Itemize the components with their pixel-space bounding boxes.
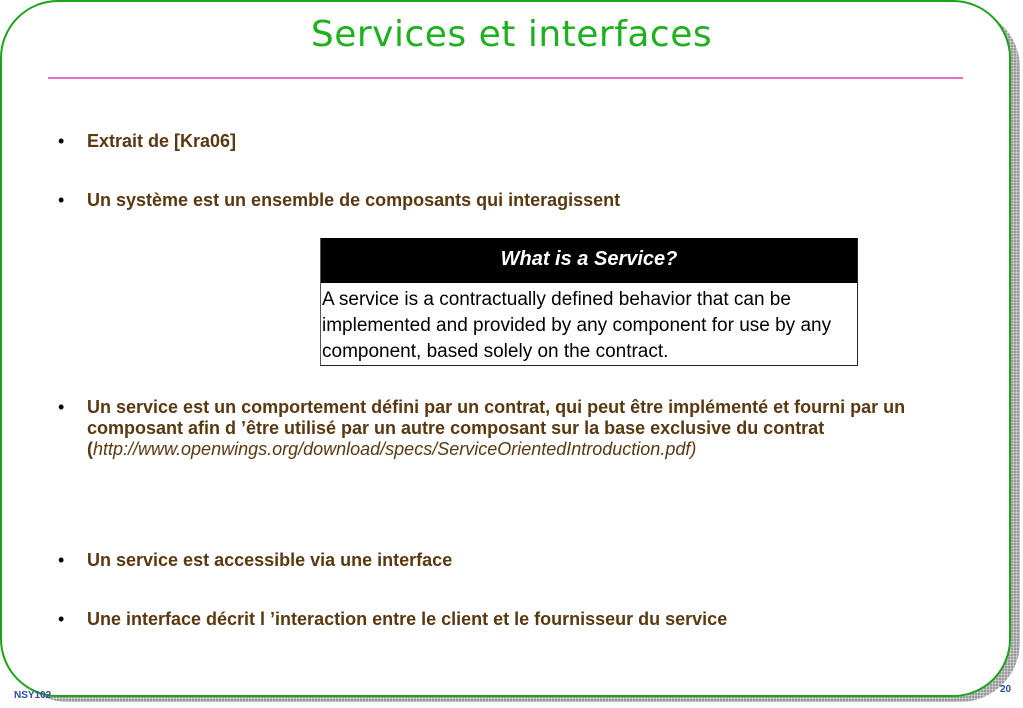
bullet-marker: • — [58, 190, 65, 210]
bullet-3 — [87, 397, 917, 460]
bullet-3-paren: ( — [87, 439, 93, 459]
bullet-2: Un système est un ensemble de composants qui interagissent — [87, 190, 621, 210]
bullet-5: Une interface décrit l ’interaction entre le client et le fournisseur du service — [87, 609, 728, 629]
bullet-marker: • — [58, 550, 65, 570]
bullet-marker: • — [58, 131, 65, 151]
service-definition-quote — [320, 238, 858, 366]
bullet-marker: • — [58, 609, 65, 629]
quote-body: A service is a contractually defined behavior that can be implemented and provided by any component for use by any component, based solely on the contract. — [322, 289, 832, 362]
slide-title: Services et interfaces — [310, 14, 713, 55]
page-number: 20 — [1000, 684, 1012, 695]
bullet-marker: • — [58, 397, 65, 417]
bullet-3-text: Un service est un comportement défini par un contrat, qui peut être implémenté et fourni par un composant afin d ’être utilisé par un autre composant sur la base exclusive du contrat — [87, 397, 906, 438]
source-link[interactable]: http://www.openwings.org/download/specs/ServiceOrientedIntroduction.pdf) — [93, 439, 697, 459]
title-divider — [48, 77, 963, 79]
bullet-4: Un service est accessible via une interface — [87, 550, 453, 570]
bullet-1: Extrait de [Kra06] — [87, 131, 237, 151]
course-code: NSY102 — [14, 690, 52, 701]
quote-heading: What is a Service? — [321, 238, 857, 283]
